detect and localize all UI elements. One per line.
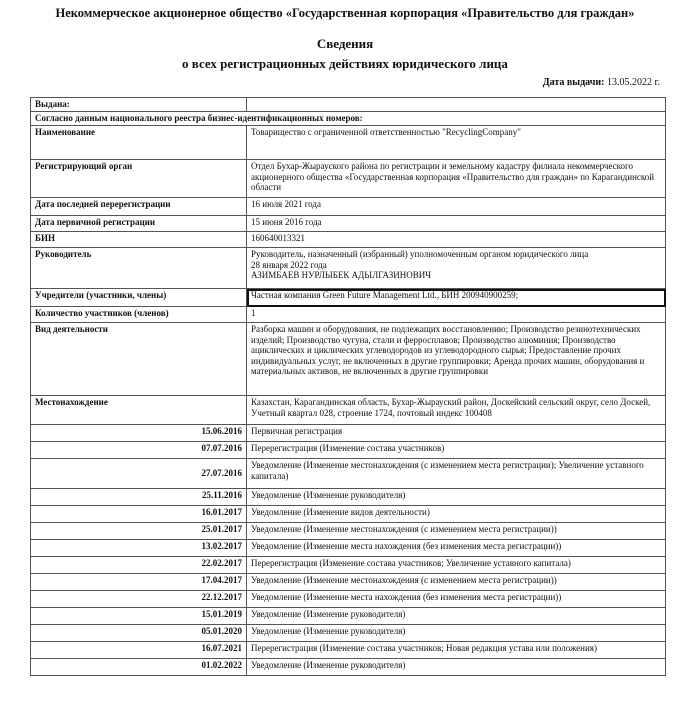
action-date: 13.02.2017	[31, 540, 247, 557]
action-text: Уведомление (Изменение руководителя)	[247, 659, 666, 676]
action-row	[31, 459, 666, 489]
registry-note: Согласно данным национального реестра бизнес-идентификационных номеров:	[31, 112, 666, 126]
field-row-head	[31, 248, 666, 289]
field-label-activity: Вид деятельности	[31, 323, 247, 396]
field-row-members-count	[31, 307, 666, 323]
field-label-location: Местонахождение	[31, 396, 247, 425]
issue-date-value: 13.05.2022 г.	[607, 77, 660, 88]
action-text: Уведомление (Изменение местонахождения (с изменением места регистрации); Увеличение уставного капитала)	[247, 459, 666, 489]
action-row	[31, 642, 666, 659]
action-date: 16.01.2017	[31, 506, 247, 523]
field-value-members-count: 1	[247, 307, 666, 323]
action-row	[31, 625, 666, 642]
action-text: Уведомление (Изменение видов деятельности)	[247, 506, 666, 523]
field-label-members-count: Количество участников (членов)	[31, 307, 247, 323]
action-date: 17.04.2017	[31, 574, 247, 591]
field-label-name: Наименование	[31, 126, 247, 160]
field-row-authority	[31, 160, 666, 198]
field-value-head	[247, 248, 666, 289]
action-text: Уведомление (Изменение места нахождения (без изменения места регистрации))	[247, 591, 666, 608]
field-label-head: Руководитель	[31, 248, 247, 289]
action-text: Уведомление (Изменение руководителя)	[247, 489, 666, 506]
action-text: Перерегистрация (Изменение состава участников; Увеличение уставного капитала)	[247, 557, 666, 574]
issue-date	[543, 77, 660, 88]
action-row	[31, 540, 666, 557]
field-row-founders	[31, 289, 666, 307]
action-date: 01.02.2022	[31, 659, 247, 676]
field-label-first-reg: Дата первичной регистрации	[31, 216, 247, 232]
issued-to-label: Выдана:	[31, 98, 247, 112]
action-row	[31, 442, 666, 459]
head-position: Руководитель, назначенный (избранный) уполномоченным органом юридического лица	[251, 249, 589, 259]
head-date: 28 января 2022 года	[251, 259, 327, 270]
action-text: Уведомление (Изменение руководителя)	[247, 625, 666, 642]
action-row	[31, 591, 666, 608]
head-name: АЗИМБАЕВ НУРЛЫБЕК АДЫЛГАЗИНОВИЧ	[251, 270, 432, 280]
action-date: 22.12.2017	[31, 591, 247, 608]
action-text: Уведомление (Изменение местонахождения (с изменением места регистрации))	[247, 574, 666, 591]
action-text: Перерегистрация (Изменение состава участников)	[247, 442, 666, 459]
registration-table	[30, 97, 666, 676]
action-row	[31, 425, 666, 442]
field-label-bin: БИН	[31, 232, 247, 248]
action-row	[31, 574, 666, 591]
field-value-bin: 160640013321	[247, 232, 666, 248]
field-value-activity: Разборка машин и оборудования, не подлежащих восстановлению; Производство резинотехнических изделий; Производство чугуна, стали и ферросплавов; Производство алюминия; Производство ациклических и циклических углеводородов из углеводородного сырья; Предоставление прочих индивидуальных услуг, не включенных в другие группировки; Аренда прочих машин, оборудования и материальных активов, не включенных в другие группировки	[247, 323, 666, 396]
action-date: 07.07.2016	[31, 442, 247, 459]
action-row	[31, 523, 666, 540]
action-date: 25.11.2016	[31, 489, 247, 506]
field-value-founders: Частная компания Green Future Management Ltd., БИН 200940900259;	[247, 289, 666, 307]
field-row-name	[31, 126, 666, 160]
action-text: Первичная регистрация	[247, 425, 666, 442]
field-row-first-reg	[31, 216, 666, 232]
action-text: Уведомление (Изменение местонахождения (с изменением места регистрации))	[247, 523, 666, 540]
action-date: 15.06.2016	[31, 425, 247, 442]
organization-header: Некоммерческое акционерное общество «Государственная корпорация «Правительство для граждан»	[55, 6, 635, 20]
action-date: 27.07.2016	[31, 459, 247, 489]
field-value-last-rereg: 16 июля 2021 года	[247, 198, 666, 216]
action-text: Перерегистрация (Изменение состава участников; Новая редакция устава или положения)	[247, 642, 666, 659]
action-date: 25.01.2017	[31, 523, 247, 540]
action-row	[31, 489, 666, 506]
action-row	[31, 557, 666, 574]
issued-to-value	[247, 98, 666, 112]
registry-note-row	[31, 112, 666, 126]
field-label-founders: Учредители (участники, члены)	[31, 289, 247, 307]
field-row-last-rereg	[31, 198, 666, 216]
issued-to-row	[31, 98, 666, 112]
issue-date-label: Дата выдачи:	[542, 77, 605, 88]
field-value-first-reg: 15 июня 2016 года	[247, 216, 666, 232]
field-row-activity	[31, 323, 666, 396]
action-date: 22.02.2017	[31, 557, 247, 574]
document-title: Сведения	[316, 36, 374, 51]
action-date: 05.01.2020	[31, 625, 247, 642]
document-subtitle: о всех регистрационных действиях юридического лица	[182, 56, 508, 71]
field-value-authority: Отдел Бухар-Жырауского района по регистрации и земельному кадастру филиала некоммерческого акционерного общества «Государственная корпорация «Правительство для граждан» по Карагандинской области	[247, 160, 666, 198]
action-row	[31, 506, 666, 523]
action-date: 15.01.2019	[31, 608, 247, 625]
field-label-last-rereg: Дата последней перерегистрации	[31, 198, 247, 216]
action-text: Уведомление (Изменение места нахождения (без изменения места регистрации))	[247, 540, 666, 557]
action-row	[31, 659, 666, 676]
field-value-location: Казахстан, Карагандинская область, Бухар-Жырауский район, Доскейский сельский округ, село Доскей, Учетный квартал 028, строение 1724, почтовый индекс 100408	[247, 396, 666, 425]
field-row-location	[31, 396, 666, 425]
action-date: 16.07.2021	[31, 642, 247, 659]
action-text: Уведомление (Изменение руководителя)	[247, 608, 666, 625]
field-value-name: Товарищество с ограниченной ответственностью "RecyclingCompany"	[247, 126, 666, 160]
action-row	[31, 608, 666, 625]
field-row-bin	[31, 232, 666, 248]
field-label-authority: Регистрирующий орган	[31, 160, 247, 198]
